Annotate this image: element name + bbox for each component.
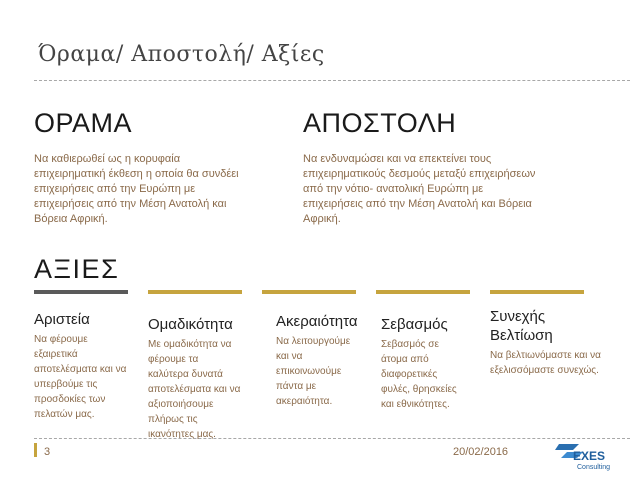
value-excellence — [34, 310, 142, 422]
value-line: άτομα από — [381, 354, 429, 365]
footer-accent-bar — [34, 443, 37, 457]
value-title — [490, 307, 630, 345]
value-text — [490, 348, 630, 378]
value-bar-improvement — [490, 290, 584, 294]
mission-line: επιχειρηματικούς δεσμούς μεταξύ επιχειρήσεων — [303, 168, 536, 180]
value-line: εξαιρετικά — [34, 349, 78, 360]
mission-line: Αφρική. — [303, 213, 341, 225]
value-line: Να φέρουμε — [34, 334, 88, 345]
value-line: φυλές, θρησκείες — [381, 384, 457, 395]
value-line: αποτελέσματα και να — [34, 364, 127, 375]
mission-line: επιχειρήσεις από την Μέση Ανατολή και Βόρεια — [303, 198, 532, 210]
value-title: Ομαδικότητα — [148, 316, 233, 333]
footer-divider — [34, 438, 630, 439]
mission-text — [303, 152, 603, 227]
slide-date: 20/02/2016 — [453, 446, 509, 458]
vision-heading: ΟΡΑΜΑ — [34, 108, 133, 138]
vision-text — [34, 152, 284, 227]
value-line: Με ομαδικότητα να — [148, 339, 232, 350]
value-line: επικοινωνούμε — [276, 366, 342, 377]
value-title: Σεβασμός — [381, 316, 448, 333]
value-line: ακεραιότητα. — [276, 396, 333, 407]
logo-subtext: Consulting — [577, 464, 611, 471]
value-line: αξιοποιήσουμε — [148, 399, 214, 410]
value-line: Να λειτουργούμε — [276, 336, 351, 347]
vision-line: επιχειρήσεις από την Μέση Ανατολή και — [34, 198, 227, 210]
exes-consulting-logo-icon — [553, 440, 623, 472]
mission-line: Να ενδυναμώσει και να επεκτείνει τους — [303, 153, 492, 165]
value-line: αποτελέσματα και να — [148, 384, 241, 395]
mission-line: από την νότιο- ανατολική Ευρώπη με — [303, 183, 484, 195]
value-line: προσδοκίες των — [34, 394, 106, 405]
value-line: εξελισσόμαστε συνεχώς. — [490, 365, 599, 376]
value-title: Ακεραιότητα — [276, 313, 358, 330]
value-title: Αριστεία — [34, 311, 90, 328]
page-number: 3 — [44, 446, 51, 458]
value-line: Σεβασμός σε — [381, 339, 439, 350]
value-line: φέρουμε τα — [148, 354, 199, 365]
value-line: διαφορετικές — [381, 369, 438, 380]
value-title-line: Βελτίωση — [490, 327, 553, 344]
value-respect — [381, 315, 489, 412]
value-bar-teamwork — [148, 290, 242, 294]
value-line: πελατών μας. — [34, 409, 95, 420]
value-line: Να βελτιωνόμαστε και να — [490, 350, 601, 361]
vision-line: Να καθιερωθεί ως η κορυφαία — [34, 153, 181, 165]
value-line: ικανότητες μας. — [148, 429, 216, 440]
value-line: υπερβούμε τις — [34, 379, 98, 390]
vision-line: επιχειρήσεις από την Ευρώπη με — [34, 183, 196, 195]
logo-text: EXES — [573, 449, 606, 463]
value-line: πάντα με — [276, 381, 317, 392]
value-text — [276, 334, 384, 409]
vision-line: Βόρεια Αφρική. — [34, 213, 108, 225]
value-line: και να — [276, 351, 303, 362]
value-bar-respect — [376, 290, 470, 294]
value-text — [148, 337, 256, 442]
value-integrity — [276, 312, 384, 409]
slide-title: Όραμα/ Αποστολή/ Αξίες — [38, 42, 325, 67]
value-improvement — [490, 307, 630, 378]
mission-heading: ΑΠΟΣΤΟΛΗ — [303, 108, 457, 138]
values-heading: ΑΞΙΕΣ — [34, 254, 120, 284]
value-bar-integrity — [262, 290, 356, 294]
value-text — [381, 337, 489, 412]
value-line: καλύτερα δυνατά — [148, 369, 223, 380]
value-text — [34, 332, 142, 422]
value-line: και εθνικότητες. — [381, 399, 450, 410]
value-teamwork — [148, 315, 256, 442]
title-divider — [34, 80, 630, 81]
vision-line: επιχειρηματική έκθεση η οποία θα συνδέει — [34, 168, 239, 180]
value-line: πλήρως τις — [148, 414, 198, 425]
value-title-line: Συνεχής — [490, 308, 546, 325]
value-bar-excellence — [34, 290, 128, 294]
